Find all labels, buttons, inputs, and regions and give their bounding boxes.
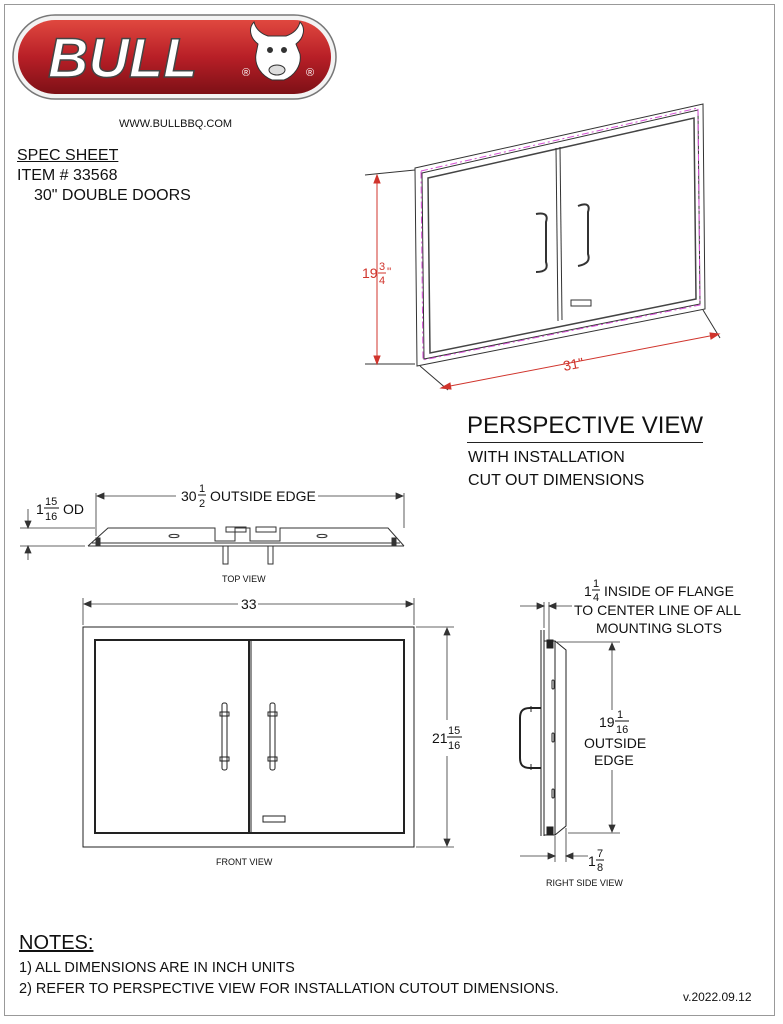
- svg-text:21: 21: [432, 730, 448, 746]
- top-view-label: TOP VIEW: [222, 574, 266, 584]
- front-view-dimensions: [83, 598, 454, 847]
- side-view-flange-label: [574, 578, 741, 636]
- svg-text:15: 15: [448, 725, 461, 737]
- note-item: 2) REFER TO PERSPECTIVE VIEW FOR INSTALLATION CUTOUT DIMENSIONS.: [19, 981, 559, 997]
- svg-text:3: 3: [379, 261, 386, 273]
- top-view-width-label: [181, 483, 316, 510]
- svg-text:16: 16: [45, 511, 58, 523]
- notes-title: NOTES:: [19, 932, 94, 954]
- svg-text:4: 4: [593, 592, 600, 604]
- front-view-width-label: 33: [241, 596, 257, 612]
- svg-text:16: 16: [616, 724, 629, 736]
- top-view-drawing: [88, 527, 404, 564]
- logo-text: BULL: [48, 26, 198, 89]
- svg-text:19: 19: [599, 714, 615, 730]
- svg-text:30: 30: [181, 488, 197, 504]
- spec-title: SPEC SHEET: [17, 147, 119, 164]
- perspective-dimensions: [365, 170, 720, 390]
- svg-text:8: 8: [597, 862, 604, 874]
- version-label: v.2022.09.12: [683, 990, 752, 1004]
- svg-text:®: ®: [242, 67, 251, 79]
- svg-text:1: 1: [199, 483, 206, 495]
- svg-text:1: 1: [36, 501, 44, 517]
- svg-text:7: 7: [597, 848, 604, 860]
- svg-text:OUTSIDE: OUTSIDE: [584, 735, 647, 751]
- svg-text:1: 1: [588, 853, 596, 869]
- svg-text:4: 4: [379, 275, 386, 287]
- svg-text:16: 16: [448, 740, 461, 752]
- svg-text:19: 19: [362, 265, 378, 281]
- side-view-height-label: [584, 709, 646, 768]
- side-view-drawing: [520, 630, 566, 836]
- perspective-view-subtitle: WITH INSTALLATION CUT OUT DIMENSIONS: [468, 449, 645, 489]
- svg-text:OUTSIDE EDGE: OUTSIDE EDGE: [210, 488, 316, 504]
- svg-text:1: 1: [584, 583, 592, 599]
- svg-text:15: 15: [45, 496, 58, 508]
- svg-text:®: ®: [306, 67, 315, 79]
- note-item: 1) ALL DIMENSIONS ARE IN INCH UNITS: [19, 960, 295, 976]
- item-number: ITEM # 33568: [17, 167, 118, 184]
- svg-text:MOUNTING SLOTS: MOUNTING SLOTS: [596, 620, 723, 636]
- side-view-depth-label: [588, 848, 604, 874]
- svg-text:1: 1: [617, 709, 624, 721]
- website-url[interactable]: WWW.BULLBBQ.COM: [119, 118, 233, 130]
- svg-text:TO CENTER LINE OF ALL: TO CENTER LINE OF ALL: [574, 602, 742, 618]
- svg-text:1: 1: [593, 578, 600, 590]
- side-view-label: RIGHT SIDE VIEW: [546, 878, 623, 888]
- front-view-drawing: [83, 627, 414, 847]
- top-view-depth-label: [36, 496, 84, 523]
- front-view-label: FRONT VIEW: [216, 857, 273, 867]
- side-view-dimensions: [520, 602, 620, 862]
- perspective-view-title: PERSPECTIVE VIEW: [467, 412, 703, 443]
- svg-text:INSIDE OF FLANGE: INSIDE OF FLANGE: [604, 583, 734, 599]
- svg-text:2: 2: [199, 498, 206, 510]
- svg-text:EDGE: EDGE: [594, 752, 634, 768]
- product-name: 30" DOUBLE DOORS: [34, 187, 191, 204]
- svg-text:": ": [387, 265, 392, 279]
- svg-text:OD: OD: [63, 501, 84, 517]
- perspective-drawing: [415, 104, 705, 366]
- front-view-height-label: [432, 725, 462, 752]
- perspective-width-label: 31": [561, 354, 585, 374]
